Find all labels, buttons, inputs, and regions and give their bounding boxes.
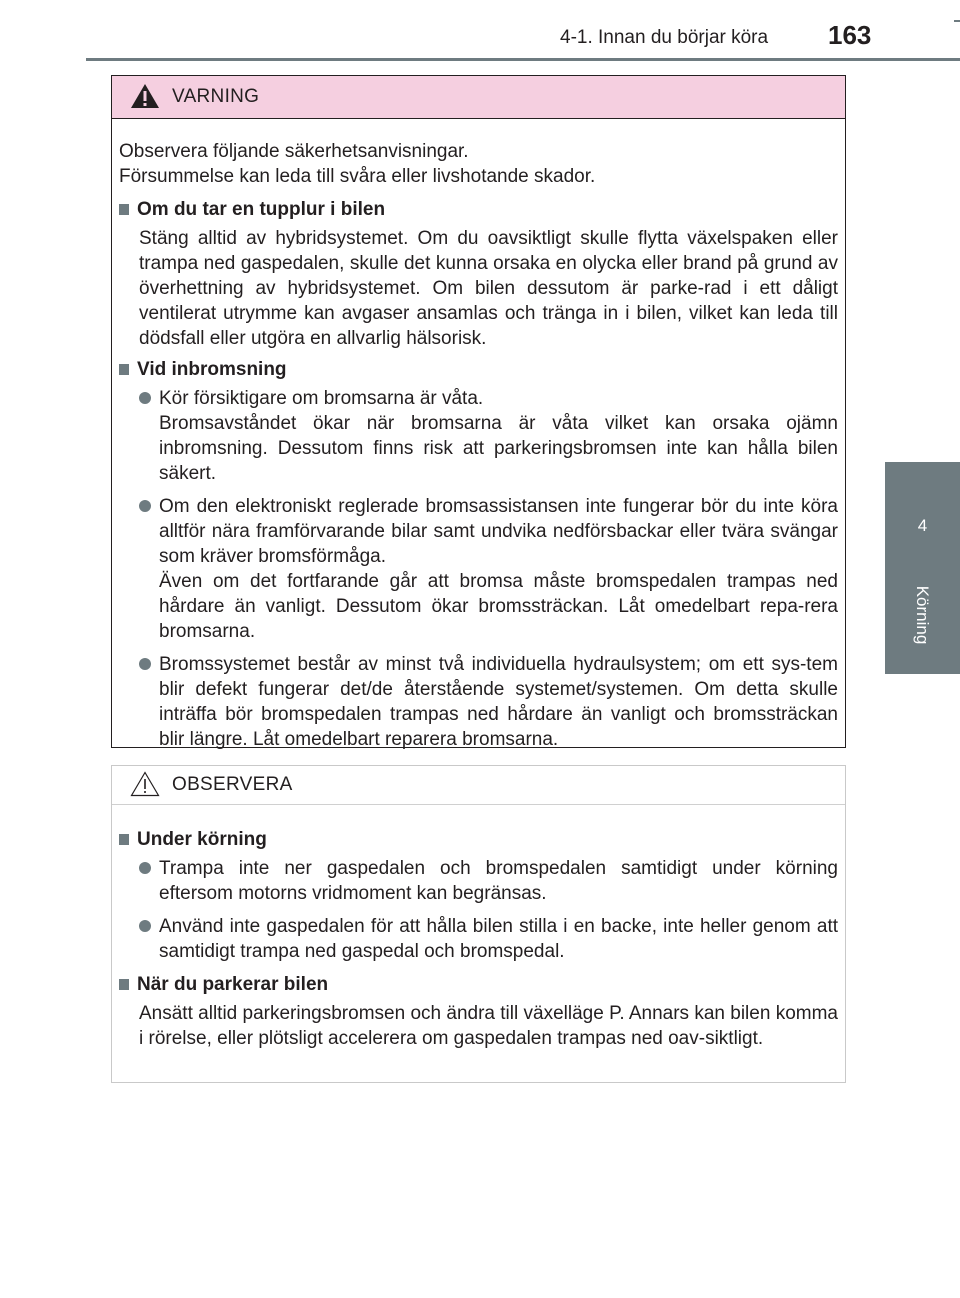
- bullet-dot: [139, 658, 151, 670]
- warning-intro-line: Observera följande säkerhetsanvisningar.: [119, 141, 469, 162]
- section-title: 4-1. Innan du börjar köra: [560, 27, 769, 48]
- warning-title: VARNING: [172, 86, 260, 107]
- warning-triangle-icon: [130, 83, 160, 109]
- crop-mark: [954, 20, 960, 22]
- header-rule: [86, 58, 960, 61]
- list-item-text: Använd inte gaspedalen för att hålla bilen stilla i en backe, inte heller genom att samtidigt trampa ned gaspedal och bromspedal.: [159, 916, 838, 962]
- bullet-dot: [139, 392, 151, 404]
- list-item-text: Bromsavståndet ökar när bromsarna är våta vilket kan orsaka ojämn inbromsning. Dessutom finns risk att parkeringsbromsen inte kan hålla bilen säkert.: [159, 413, 838, 484]
- notice-box: [111, 765, 846, 1083]
- warning-body: [112, 119, 845, 752]
- list-item-text: Kör försiktigare om bromsarna är våta.: [159, 388, 484, 409]
- notice-title: OBSERVERA: [172, 774, 293, 795]
- list-item: [159, 652, 838, 752]
- list-item: [159, 386, 838, 486]
- list-item: [159, 856, 838, 906]
- crop-mark: [954, 662, 960, 664]
- section-heading: Under körning: [119, 827, 838, 852]
- section-heading: Om du tar en tupplur i bilen: [119, 197, 838, 222]
- list-item-text: Om den elektroniskt reglerade bromsassistansen inte fungerar bör du inte köra alltför nära framförvarande bilar samt undvika nedförsbackar eller tvära svängar som kräver bromsförmåga.: [159, 496, 838, 567]
- list-item: [159, 494, 838, 644]
- bullet-dot: [139, 500, 151, 512]
- notice-header: [112, 766, 845, 805]
- warning-box: [111, 75, 846, 748]
- page-number: 163: [828, 20, 872, 50]
- list-item-text: Bromssystemet består av minst två individuella hydraulsystem; om ett sys-tem blir defekt fungerar det/de återstående systemet/systemen. Om detta skulle inträffa bör bromspedalen trampas ned hårdare än vanligt och bromssträckan blir längre. Låt omedelbart reparera bromsarna.: [159, 654, 838, 750]
- section-heading: Vid inbromsning: [119, 357, 838, 382]
- list-item-text: Även om det fortfarande går att bromsa måste bromspedalen trampas ned hårdare än vanligt. Dessutom ökar bromssträckan. Låt omedelbart repa-rera bromsarna.: [159, 571, 838, 642]
- chapter-label: Körning: [913, 585, 932, 645]
- bullet-dot: [139, 920, 151, 932]
- caution-triangle-icon: [130, 771, 160, 797]
- warning-intro-line: Försummelse kan leda till svåra eller livshotande skador.: [119, 166, 596, 187]
- section-text: Stäng alltid av hybridsystemet. Om du oavsiktligt skulle flytta växelspaken eller trampa ned gaspedalen, skulle det kunna orsaka en olycka eller brand på grund av överhettning av hybridsystemet. Om bilen dessutom är parke-rad i ett dåligt ventilerat utrymme kan avgaser ansamlas och tränga in i bilen, vilket kan leda till dödsfall eller utgöra en allvarlig hälsorisk.: [139, 228, 838, 349]
- list-item-text: Trampa inte ner gaspedalen och bromspedalen samtidigt under körning eftersom motorns vridmoment kan begränsas.: [159, 858, 838, 904]
- list-item: [159, 914, 838, 964]
- section-heading: När du parkerar bilen: [119, 972, 838, 997]
- section-text: Ansätt alltid parkeringsbromsen och ändra till växelläge P. Annars kan bilen komma i rörelse, eller plötsligt accelerera om gaspedalen trampas ned oav-siktligt.: [139, 1003, 838, 1049]
- bullet-dot: [139, 862, 151, 874]
- chapter-number: 4: [917, 516, 928, 535]
- notice-body: [112, 805, 845, 1051]
- warning-header: [112, 76, 845, 119]
